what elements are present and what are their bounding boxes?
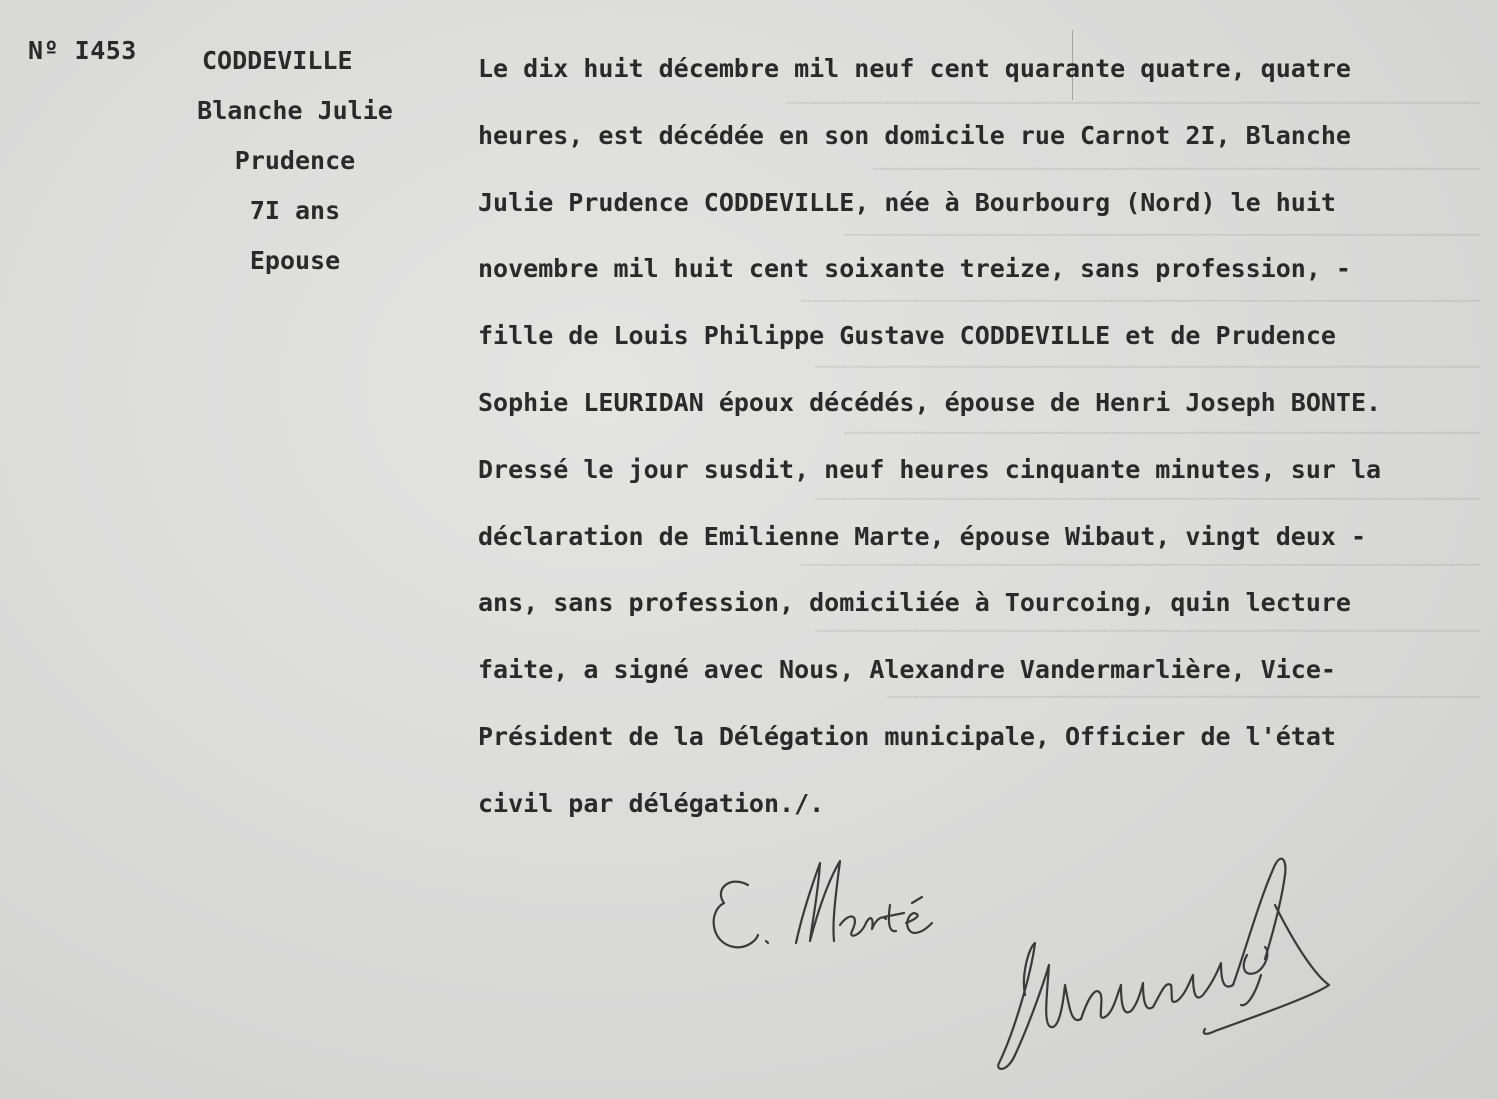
- act-line: déclaration de Emilienne Marte, épouse Wibaut, vingt deux -: [478, 521, 1367, 551]
- act-line: faite, a signé avec Nous, Alexandre Vandermarlière, Vice-: [478, 655, 1336, 685]
- act-body: [478, 36, 1483, 838]
- margin-given-names-2: Prudence: [234, 146, 356, 175]
- act-line: fille de Louis Philippe Gustave CODDEVILLE et de Prudence: [478, 321, 1336, 351]
- act-line: ans, sans profession, domiciliée à Tourcoing, quin lecture: [478, 588, 1351, 618]
- act-line: civil par délégation./.: [478, 788, 825, 818]
- declarant-signature: [700, 845, 960, 965]
- entry-number: Nº I453: [28, 36, 137, 65]
- officer-signature: [985, 835, 1355, 1080]
- margin-given-names-1: Blanche Julie: [197, 96, 393, 125]
- margin-surname: CODDEVILLE: [202, 46, 353, 75]
- margin-column: [170, 36, 420, 286]
- act-line: Le dix huit décembre mil neuf cent quarante quatre, quatre: [478, 54, 1351, 83]
- act-line: Julie Prudence CODDEVILLE, née à Bourbourg (Nord) le huit: [478, 187, 1336, 217]
- bleed-through-text: ──────────────────────────────────────────────── ────────────────────────────────────────── ──────────────────────────────────────────── ─────────────────────────────────────────────── ────────────────────────────────────────────── ──────────────────────────────────────────── ────────────────────────────────────────────── ─────────────────────────────────────────────── ────────────────────────────────────────────── ─────────────────────────────────────────: [786, 89, 1480, 711]
- act-line: Président de la Délégation municipale, Officier de l'état: [478, 721, 1336, 751]
- margin-age: 7I ans: [249, 196, 341, 225]
- act-line: Dressé le jour susdit, neuf heures cinquante minutes, sur la: [478, 454, 1382, 484]
- act-line: Sophie LEURIDAN époux décédés, épouse de Henri Joseph BONTE.: [478, 387, 1382, 417]
- margin-status: Epouse: [249, 246, 341, 275]
- act-line: novembre mil huit cent soixante treize, sans profession, -: [478, 254, 1351, 284]
- act-line: heures, est décédée en son domicile rue Carnot 2I, Blanche: [478, 120, 1351, 150]
